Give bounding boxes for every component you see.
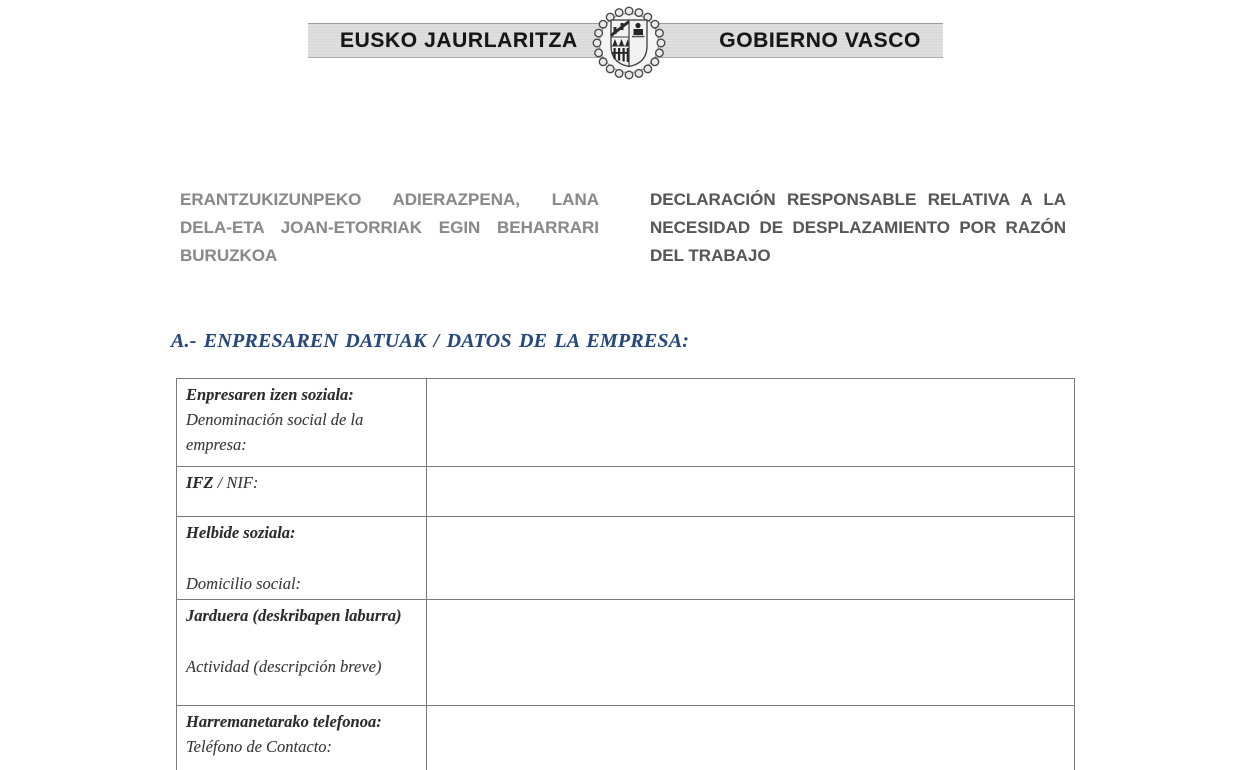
label-company-name-eu: Enpresaren izen soziala: — [186, 385, 354, 404]
document-title-basque: ERANTZUKIZUNPEKO ADIERAZPENA, LANA DELA-ETA JOAN-ETORRIAK EGIN BEHARRARI BURUZKOA — [180, 190, 599, 265]
label-address-es: Domicilio social: — [186, 574, 302, 593]
label-company-name-es: Denominación social de la empresa: — [186, 410, 364, 454]
label-company-name — [177, 379, 427, 467]
label-activity-eu: Jarduera (deskribapen laburra) — [186, 606, 402, 625]
header-title-spanish: GOBIERNO VASCO — [719, 28, 921, 52]
field-contact-phone[interactable] — [427, 706, 1075, 770]
header-title-basque: EUSKO JAURLARITZA — [340, 28, 578, 52]
label-activity-es: Actividad (descripción breve) — [186, 657, 382, 676]
field-nif[interactable] — [427, 467, 1075, 517]
section-a-heading: A.- ENPRESAREN DATUAK / DATOS DE LA EMPRESA: — [171, 330, 690, 352]
table-row-address — [177, 517, 1075, 600]
table-row-nif — [177, 467, 1075, 517]
label-address-eu: Helbide soziala: — [186, 523, 296, 542]
label-address — [177, 517, 427, 600]
field-company-name[interactable] — [427, 379, 1075, 467]
label-phone-es: Teléfono de Contacto: — [186, 737, 333, 756]
table-row-company-name — [177, 379, 1075, 467]
label-activity — [177, 600, 427, 706]
field-activity[interactable] — [427, 600, 1075, 706]
label-phone — [177, 706, 427, 770]
company-data-table — [176, 378, 1075, 770]
label-nif-es: / NIF: — [213, 473, 259, 492]
document-title-spanish: DECLARACIÓN RESPONSABLE RELATIVA A LA NECESIDAD DE DESPLAZAMIENTO POR RAZÓN DEL TRABAJO — [650, 190, 1066, 265]
document-title-block — [180, 186, 1066, 270]
label-nif-eu: IFZ — [186, 473, 214, 492]
label-phone-eu: Harremanetarako telefonoa: — [186, 712, 382, 731]
basque-coat-of-arms-icon — [592, 6, 666, 80]
table-row-phone — [177, 706, 1075, 770]
label-nif — [177, 467, 427, 517]
field-registered-address[interactable] — [427, 517, 1075, 600]
table-row-activity — [177, 600, 1075, 706]
